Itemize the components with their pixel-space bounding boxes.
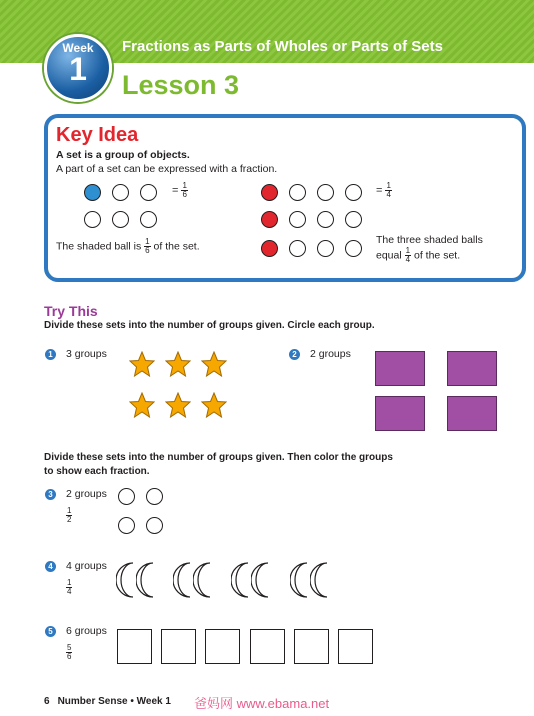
page-title: Fractions as Parts of Wholes or Parts of Sets — [122, 38, 443, 55]
star-icon — [201, 351, 227, 377]
fraction: $\frac{1}{6}$ — [182, 181, 187, 199]
fraction: $\frac{1}{4}$ — [405, 246, 411, 264]
example1-caption: The shaded ball is $\frac{1}{6}$ of the set. — [56, 237, 200, 255]
try-this-title: Try This — [44, 303, 98, 319]
purple-rectangle — [375, 351, 425, 386]
square — [294, 629, 329, 664]
moon-icon — [173, 561, 195, 599]
example2-equation: = $\frac{1}{4}$ — [376, 181, 391, 199]
ball — [84, 211, 101, 228]
question-number: 5 — [45, 626, 56, 637]
question-number: 3 — [45, 489, 56, 500]
purple-rectangle — [447, 351, 497, 386]
page-number: 6 — [44, 696, 50, 707]
purple-rectangle — [375, 396, 425, 431]
question-3-label: 2 groups — [66, 488, 107, 500]
instruction-2-line2: to show each fraction. — [44, 466, 150, 477]
star-icon — [165, 392, 191, 418]
square — [117, 629, 152, 664]
ball — [140, 184, 157, 201]
footer-text: Number Sense • Week 1 — [57, 696, 171, 707]
instruction-1: Divide these sets into the number of groups given. Circle each group. — [44, 320, 375, 331]
ball — [140, 211, 157, 228]
week-badge — [44, 34, 112, 102]
example2-caption-line1: The three shaded balls — [376, 234, 483, 246]
moon-icon — [116, 561, 138, 599]
moon-icon — [231, 561, 253, 599]
ball-shaded — [261, 240, 278, 257]
moon-icon — [136, 561, 158, 599]
ball — [317, 211, 334, 228]
watermark: 爸妈网 www.ebama.net — [194, 696, 330, 711]
ball-shaded — [261, 184, 278, 201]
square — [250, 629, 285, 664]
question-4-label: 4 groups — [66, 560, 107, 572]
square — [205, 629, 240, 664]
question-number: 1 — [45, 349, 56, 360]
question-1-label: 3 groups — [66, 348, 107, 360]
ball — [345, 211, 362, 228]
ball — [317, 184, 334, 201]
key-idea-definition: A set is a group of objects. — [56, 149, 190, 161]
key-idea-explanation: A part of a set can be expressed with a fraction. — [56, 163, 278, 175]
example2-caption-line2: equal $\frac{1}{4}$ of the set. — [376, 246, 461, 264]
question-number: 4 — [45, 561, 56, 572]
circle — [146, 488, 163, 505]
ball — [317, 240, 334, 257]
square — [161, 629, 196, 664]
square — [338, 629, 373, 664]
moon-icon — [290, 561, 312, 599]
week-number: 1 — [69, 51, 87, 87]
key-idea-title: Key Idea — [56, 124, 139, 146]
moon-icon — [310, 561, 332, 599]
question-3-fraction: $\frac{1}{2}$ — [67, 506, 72, 525]
question-number: 2 — [289, 349, 300, 360]
ball-shaded — [84, 184, 101, 201]
star-icon — [201, 392, 227, 418]
fraction: $\frac{1}{4}$ — [386, 181, 391, 199]
fraction: $\frac{1}{6}$ — [145, 237, 150, 255]
ball — [289, 184, 306, 201]
ball — [112, 184, 129, 201]
lesson-title: Lesson 3 — [122, 70, 240, 100]
moon-icon — [251, 561, 273, 599]
ball — [289, 240, 306, 257]
ball — [112, 211, 129, 228]
week-label: Week — [62, 41, 94, 55]
ball-shaded — [261, 211, 278, 228]
question-2-label: 2 groups — [310, 348, 351, 360]
question-5-fraction: $\frac{5}{6}$ — [67, 643, 72, 662]
circle — [146, 517, 163, 534]
example1-equation: = $\frac{1}{6}$ — [172, 181, 187, 199]
instruction-2-line1: Divide these sets into the number of groups given. Then color the groups — [44, 452, 393, 463]
ball — [345, 184, 362, 201]
circle — [118, 488, 135, 505]
circle — [118, 517, 135, 534]
star-icon — [165, 351, 191, 377]
footer — [44, 696, 171, 707]
star-icon — [129, 392, 155, 418]
ball — [289, 211, 306, 228]
ball — [345, 240, 362, 257]
question-4-fraction: $\frac{1}{4}$ — [67, 578, 72, 597]
purple-rectangle — [447, 396, 497, 431]
star-icon — [129, 351, 155, 377]
moon-icon — [193, 561, 215, 599]
question-5-label: 6 groups — [66, 625, 107, 637]
